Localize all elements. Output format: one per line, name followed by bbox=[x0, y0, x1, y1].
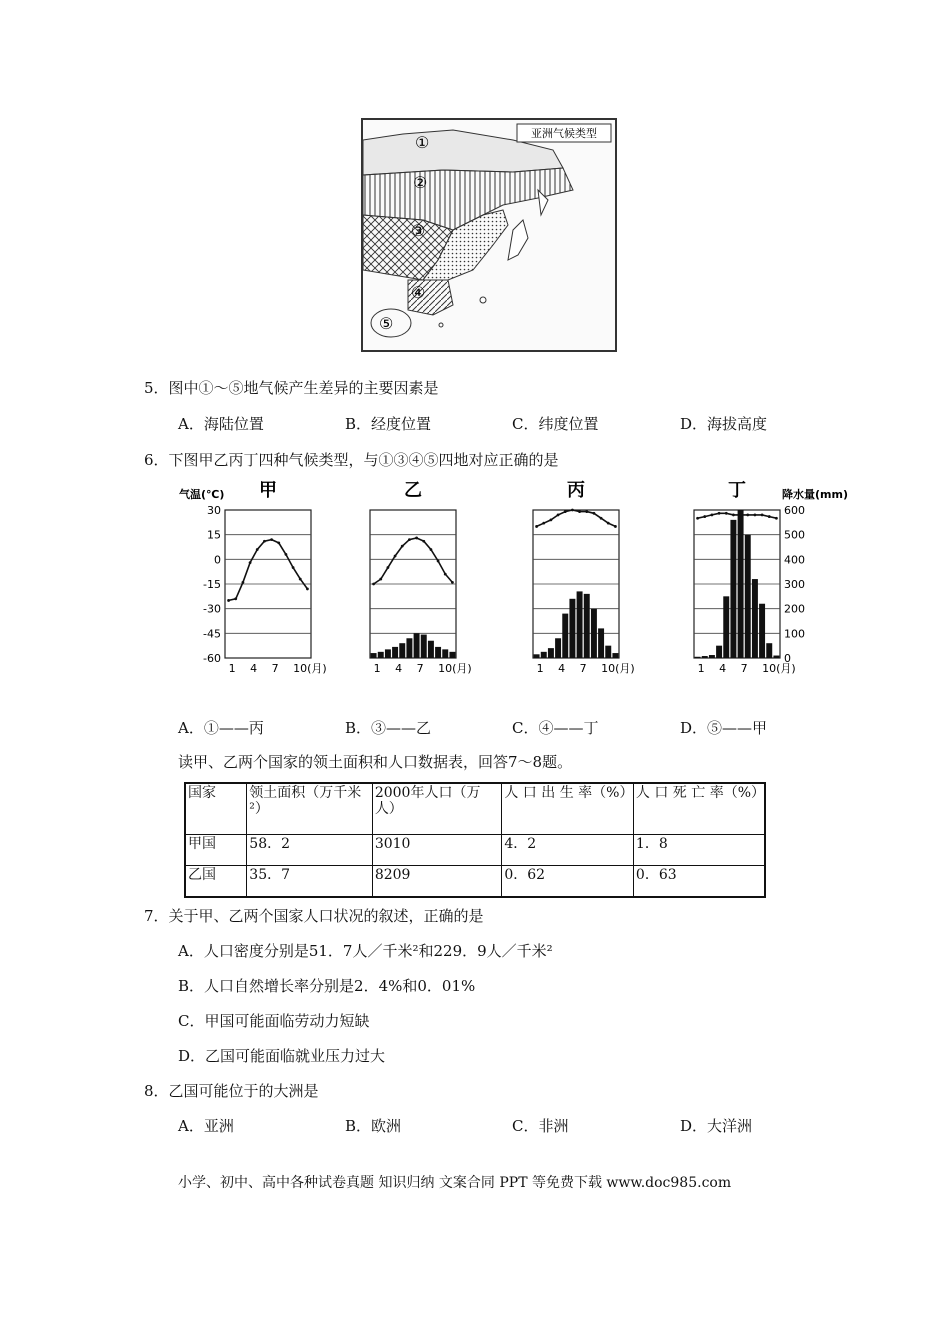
y2-tick-label: 300 bbox=[784, 578, 805, 591]
temperature-point bbox=[415, 537, 418, 540]
table-cell: 4．2 bbox=[502, 835, 634, 866]
x-tick-label: 4 bbox=[558, 662, 566, 675]
temperature-point bbox=[285, 553, 288, 556]
precipitation-bar bbox=[598, 628, 604, 658]
y2-tick-label: 0 bbox=[784, 652, 791, 665]
x-tick-label: 7 bbox=[579, 662, 587, 675]
q8-option-b[interactable]: B．欧洲 bbox=[345, 1117, 402, 1135]
q5-stem: 5．图中①～⑤地气候产生差异的主要因素是 bbox=[144, 379, 439, 397]
temperature-point bbox=[270, 538, 273, 541]
q6-option-b[interactable]: B．③——乙 bbox=[345, 719, 432, 737]
table-cell: 甲国 bbox=[185, 835, 247, 866]
marker-4: ④ bbox=[411, 283, 426, 302]
table-cell: 3010 bbox=[372, 835, 502, 866]
y-tick-label: -30 bbox=[203, 602, 221, 616]
x-tick-label: 7 bbox=[271, 662, 279, 675]
precipitation-bar bbox=[562, 614, 568, 658]
precipitation-bar bbox=[449, 652, 455, 658]
precipitation-bar bbox=[584, 594, 590, 658]
temperature-point bbox=[535, 525, 538, 528]
precipitation-bar bbox=[534, 654, 540, 658]
precipitation-bar bbox=[555, 638, 561, 658]
precipitation-bar bbox=[414, 633, 420, 658]
q6-option-c[interactable]: C．④——丁 bbox=[512, 719, 599, 737]
y2-tick-label: 100 bbox=[784, 627, 805, 641]
chart-title: 乙 bbox=[404, 480, 422, 501]
marker-1: ① bbox=[415, 133, 430, 152]
table-header-row bbox=[185, 783, 765, 835]
precipitation-bar bbox=[591, 609, 597, 658]
table-cell: 1．8 bbox=[633, 835, 765, 866]
marker-5: ⑤ bbox=[379, 314, 394, 333]
temperature-point bbox=[550, 518, 553, 521]
temperature-point bbox=[437, 560, 440, 563]
temperature-point bbox=[557, 514, 560, 517]
x-tick-label: 1 bbox=[697, 662, 705, 675]
precipitation-bar bbox=[702, 656, 708, 658]
table-cell: 8209 bbox=[372, 866, 502, 898]
table-header: 2000年人口（万人） bbox=[372, 783, 502, 835]
population-table bbox=[184, 782, 766, 898]
precipitation-bar bbox=[695, 657, 701, 658]
precipitation-bar bbox=[709, 655, 715, 658]
x-tick-label: 7 bbox=[416, 662, 424, 675]
temperature-point bbox=[746, 514, 749, 517]
temperature-point bbox=[234, 597, 237, 600]
q5-option-c[interactable]: C．纬度位置 bbox=[512, 415, 599, 433]
table-row bbox=[185, 866, 765, 898]
x-tick-label: 10(月) bbox=[293, 662, 327, 675]
precipitation-bar bbox=[399, 643, 405, 658]
table-cell: 0．62 bbox=[502, 866, 634, 898]
x-tick-label: 7 bbox=[740, 662, 748, 675]
y-tick-label: -45 bbox=[203, 627, 221, 641]
temperature-point bbox=[242, 581, 245, 584]
temperature-point bbox=[703, 515, 706, 518]
chart-title: 甲 bbox=[259, 480, 277, 501]
y2-tick-label: 500 bbox=[784, 528, 805, 542]
table-cell: 58．2 bbox=[247, 835, 373, 866]
table-cell: 35．7 bbox=[247, 866, 373, 898]
precipitation-bar bbox=[752, 579, 758, 658]
precipitation-bar bbox=[541, 652, 547, 658]
temperature-point bbox=[430, 548, 433, 551]
precipitation-bar bbox=[421, 635, 427, 658]
temperature-point bbox=[585, 510, 588, 513]
y2-tick-label: 200 bbox=[784, 602, 805, 616]
precipitation-bar bbox=[569, 599, 575, 658]
x-tick-label: 4 bbox=[395, 662, 403, 675]
temperature-point bbox=[227, 599, 230, 602]
x-tick-label: 1 bbox=[373, 662, 381, 675]
q7-option-a[interactable]: A．人口密度分别是51．7人／千米²和229．9人／千米² bbox=[178, 942, 553, 960]
precipitation-bar bbox=[730, 520, 736, 658]
y2-axis-label: 降水量(mm) bbox=[782, 488, 848, 501]
precipitation-bar bbox=[406, 638, 412, 658]
map-title: 亚洲气候类型 bbox=[531, 127, 597, 140]
precipitation-bar bbox=[723, 596, 729, 658]
y-axis-label: 气温(℃) bbox=[179, 488, 225, 501]
precipitation-bar bbox=[442, 649, 448, 658]
q7-stem: 7．关于甲、乙两个国家人口状况的叙述，正确的是 bbox=[144, 907, 484, 925]
table-row bbox=[185, 835, 765, 866]
temperature-point bbox=[408, 538, 411, 541]
x-tick-label: 4 bbox=[719, 662, 727, 675]
footer-text: 小学、初中、高中各种试卷真题 知识归纳 文案合同 PPT 等免费下载 www.doc985.com bbox=[178, 1175, 732, 1191]
q6-option-d[interactable]: D．⑤——甲 bbox=[680, 719, 768, 737]
x-tick-label: 10(月) bbox=[601, 662, 635, 675]
temperature-point bbox=[401, 545, 404, 548]
temperature-point bbox=[387, 566, 390, 569]
y-tick-label: -15 bbox=[203, 578, 221, 591]
temperature-point bbox=[711, 514, 714, 517]
y-tick-label: 30 bbox=[207, 504, 221, 517]
table-cell: 乙国 bbox=[185, 866, 247, 898]
marker-3: ③ bbox=[411, 221, 426, 240]
precipitation-bar bbox=[745, 535, 751, 658]
temperature-point bbox=[578, 510, 581, 513]
temperature-point bbox=[277, 541, 280, 544]
y-tick-label: -60 bbox=[203, 652, 221, 665]
temperature-point bbox=[696, 517, 699, 520]
temperature-point bbox=[564, 510, 567, 513]
precipitation-bar bbox=[378, 652, 384, 658]
q5-option-b[interactable]: B．经度位置 bbox=[345, 415, 432, 433]
y2-tick-label: 400 bbox=[784, 553, 805, 567]
x-tick-label: 10(月) bbox=[438, 662, 472, 675]
q7-option-d[interactable]: D．乙国可能面临就业压力过大 bbox=[178, 1047, 386, 1065]
temperature-point bbox=[292, 566, 295, 569]
temperature-point bbox=[754, 514, 757, 517]
precipitation-bar bbox=[577, 591, 583, 658]
precipitation-bar bbox=[612, 653, 618, 658]
table-header: 国家 bbox=[185, 783, 247, 835]
precipitation-bar bbox=[759, 604, 765, 658]
x-tick-label: 1 bbox=[536, 662, 544, 675]
table-header: 人 口 死 亡 率（%） bbox=[633, 783, 765, 835]
temperature-point bbox=[263, 540, 266, 543]
temperature-point bbox=[444, 573, 447, 576]
precipitation-bar bbox=[605, 646, 611, 658]
temperature-point bbox=[614, 525, 617, 528]
temperature-point bbox=[761, 514, 764, 517]
precipitation-bar bbox=[392, 647, 398, 658]
temperature-point bbox=[451, 581, 454, 584]
chart-title: 丙 bbox=[567, 480, 585, 501]
q8-stem: 8．乙国可能位于的大洲是 bbox=[144, 1082, 319, 1100]
precipitation-bar bbox=[371, 653, 377, 658]
temperature-point bbox=[571, 509, 574, 512]
q7-option-c[interactable]: C．甲国可能面临劳动力短缺 bbox=[178, 1012, 370, 1030]
table-header: 领土面积（万千米²） bbox=[247, 783, 373, 835]
q8-option-c[interactable]: C．非洲 bbox=[512, 1117, 569, 1135]
precipitation-bar bbox=[428, 641, 434, 658]
table-intro: 读甲、乙两个国家的领土面积和人口数据表，回答7～8题。 bbox=[178, 753, 573, 771]
temperature-point bbox=[394, 555, 397, 558]
temperature-point bbox=[607, 522, 610, 525]
climate-charts-svg bbox=[170, 478, 850, 683]
temperature-point bbox=[600, 517, 603, 520]
temperature-point bbox=[593, 512, 596, 515]
q6-option-a[interactable]: A．①——丙 bbox=[178, 719, 264, 737]
y-tick-label: 15 bbox=[207, 528, 221, 542]
climate-charts bbox=[170, 478, 850, 683]
y-tick-label: 0 bbox=[214, 553, 221, 567]
temperature-point bbox=[768, 515, 771, 518]
q8-option-a[interactable]: A．亚洲 bbox=[178, 1117, 234, 1135]
precipitation-bar bbox=[435, 647, 441, 658]
precipitation-bar bbox=[766, 643, 772, 658]
temperature-point bbox=[256, 548, 259, 551]
table-header: 人 口 出 生 率（%） bbox=[502, 783, 634, 835]
temperature-point bbox=[372, 583, 375, 586]
q8-option-d[interactable]: D．大洋洲 bbox=[680, 1117, 753, 1135]
temperature-point bbox=[379, 578, 382, 581]
x-tick-label: 10(月) bbox=[762, 662, 796, 675]
q7-option-b[interactable]: B．人口自然增长率分别是2．4%和0．01% bbox=[178, 977, 476, 995]
marker-2: ② bbox=[413, 173, 428, 192]
y2-tick-label: 600 bbox=[784, 504, 805, 517]
q5-option-d[interactable]: D．海拔高度 bbox=[680, 415, 768, 433]
precipitation-bar bbox=[738, 510, 744, 658]
temperature-point bbox=[718, 512, 721, 515]
x-tick-label: 1 bbox=[228, 662, 236, 675]
temperature-point bbox=[725, 512, 728, 515]
precipitation-bar bbox=[385, 649, 391, 658]
q5-option-a[interactable]: A．海陆位置 bbox=[178, 415, 264, 433]
x-tick-label: 4 bbox=[250, 662, 258, 675]
precipitation-bar bbox=[548, 648, 554, 658]
temperature-point bbox=[775, 517, 778, 520]
table-cell: 0．63 bbox=[633, 866, 765, 898]
chart-title: 丁 bbox=[728, 480, 746, 501]
precipitation-bar bbox=[716, 646, 722, 658]
temperature-point bbox=[299, 578, 302, 581]
temperature-point bbox=[249, 561, 252, 564]
precipitation-bar bbox=[773, 656, 779, 658]
temperature-point bbox=[306, 588, 309, 591]
asia-climate-map bbox=[361, 118, 617, 352]
temperature-point bbox=[739, 514, 742, 517]
q6-stem: 6．下图甲乙丙丁四种气候类型，与①③④⑤四地对应正确的是 bbox=[144, 451, 559, 469]
temperature-point bbox=[422, 540, 425, 543]
temperature-point bbox=[542, 522, 545, 525]
temperature-point bbox=[732, 514, 735, 517]
